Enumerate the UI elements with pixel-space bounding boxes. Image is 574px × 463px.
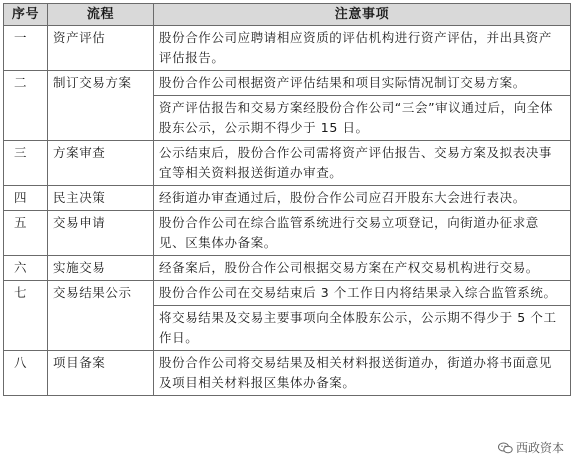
- row-notes: 将交易结果及交易主要事项向全体股东公示，公示期不得少于 5 个工作日。: [154, 306, 571, 351]
- watermark-text: 西政资本: [515, 441, 564, 455]
- row-step: 资产评估: [48, 26, 154, 71]
- row-seq: 六: [4, 256, 48, 281]
- row-seq: 二: [4, 71, 48, 141]
- table-row: [4, 281, 571, 306]
- row-step: 项目备案: [48, 351, 154, 396]
- table-row: [4, 256, 571, 281]
- table-row: [4, 186, 571, 211]
- table-row: [4, 26, 571, 71]
- header-step: 流程: [48, 4, 154, 26]
- row-notes: 经备案后，股份合作公司根据交易方案在产权交易机构进行交易。: [154, 256, 571, 281]
- row-seq: 八: [4, 351, 48, 396]
- row-notes: 公示结束后，股份合作公司需将资产评估报告、交易方案及拟表决事宜等相关资料报送街道办审查。: [154, 141, 571, 186]
- row-seq: 一: [4, 26, 48, 71]
- table-row: [4, 211, 571, 256]
- row-seq: 三: [4, 141, 48, 186]
- row-notes: 股份合作公司应聘请相应资质的评估机构进行资产评估，并出具资产评估报告。: [154, 26, 571, 71]
- row-notes: 股份合作公司在综合监管系统进行交易立项登记，向街道办征求意见、区集体办备案。: [154, 211, 571, 256]
- table-row: [4, 141, 571, 186]
- process-table: [3, 3, 571, 396]
- row-notes: 股份合作公司在交易结束后 3 个工作日内将结果录入综合监管系统。: [154, 281, 571, 306]
- header-seq: 序号: [4, 4, 48, 26]
- row-notes: 资产评估报告和交易方案经股份合作公司“三会”审议通过后，向全体股东公示，公示期不得少于 15 日。: [154, 96, 571, 141]
- row-seq: 五: [4, 211, 48, 256]
- table-header-row: [4, 4, 571, 26]
- row-step: 实施交易: [48, 256, 154, 281]
- table-row: [4, 351, 571, 396]
- row-step: 交易结果公示: [48, 281, 154, 351]
- table-row: [4, 71, 571, 96]
- row-notes: 经街道办审查通过后，股份合作公司应召开股东大会进行表决。: [154, 186, 571, 211]
- row-notes: 股份合作公司根据资产评估结果和项目实际情况制订交易方案。: [154, 71, 571, 96]
- row-seq: 四: [4, 186, 48, 211]
- row-step: 方案审查: [48, 141, 154, 186]
- header-notes: 注意事项: [154, 4, 571, 26]
- wechat-icon: [498, 442, 513, 454]
- row-notes: 股份合作公司将交易结果及相关材料报送街道办，街道办将书面意见及项目相关材料报区集体办备案。: [154, 351, 571, 396]
- watermark: [498, 439, 564, 456]
- row-step: 制订交易方案: [48, 71, 154, 141]
- row-step: 交易申请: [48, 211, 154, 256]
- row-seq: 七: [4, 281, 48, 351]
- row-step: 民主决策: [48, 186, 154, 211]
